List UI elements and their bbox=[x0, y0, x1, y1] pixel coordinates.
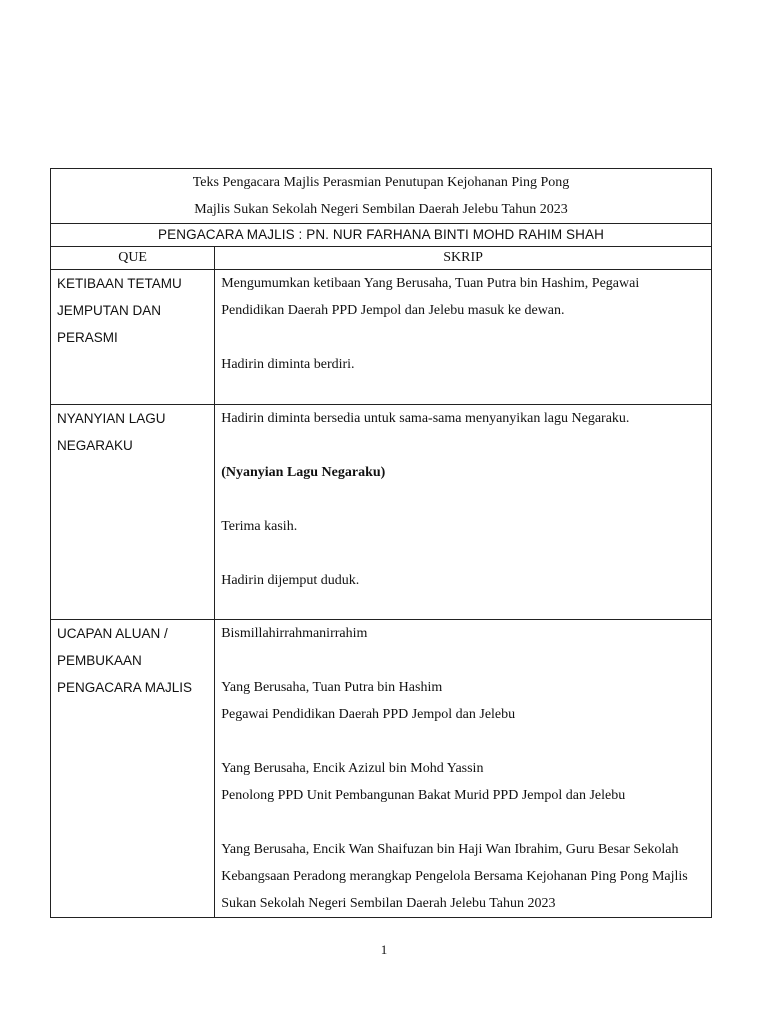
table-row bbox=[51, 405, 712, 620]
skrip-paragraph: Mengumumkan ketibaan Yang Berusaha, Tuan Putra bin Hashim, Pegawai Pendidikan Daerah PPD Jempol dan Jelebu masuk ke dewan. bbox=[221, 276, 640, 318]
document-title-line-2: Majlis Sukan Sekolah Negeri Sembilan Daerah Jelebu Tahun 2023 bbox=[194, 202, 568, 217]
skrip-paragraph: Hadirin diminta bersedia untuk sama-sama menyanyikan lagu Negaraku. bbox=[221, 411, 630, 426]
script-table bbox=[50, 168, 712, 918]
skrip-paragraph: Bismillahirrahmanirrahim bbox=[221, 626, 368, 641]
que-line: UCAPAN ALUAN / bbox=[57, 626, 168, 641]
skrip-paragraph: Yang Berusaha, Encik Azizul bin Mohd Yassin bbox=[221, 761, 484, 776]
title-row bbox=[51, 169, 712, 224]
que-line: PERASMI bbox=[57, 330, 118, 345]
que-cell bbox=[51, 405, 215, 620]
skrip-paragraph: Yang Berusaha, Encik Wan Shaifuzan bin Haji Wan Ibrahim, Guru Besar Sekolah Kebangsaan Peradong merangkap Pengelola Bersama Kejohanan Ping Pong Majlis Sukan Sekolah Negeri Sembilan Daerah Jelebu Tahun 2023 bbox=[221, 842, 688, 911]
que-line: JEMPUTAN DAN bbox=[57, 303, 162, 318]
que-cell bbox=[51, 270, 215, 405]
que-line: NYANYIAN LAGU bbox=[57, 411, 166, 426]
que-line: NEGARAKU bbox=[57, 438, 133, 453]
skrip-paragraph: Penolong PPD Unit Pembangunan Bakat Murid PPD Jempol dan Jelebu bbox=[221, 788, 626, 803]
skrip-paragraph: Terima kasih. bbox=[221, 519, 298, 534]
presenter-label: PENGACARA MAJLIS : PN. NUR FARHANA BINTI MOHD RAHIM SHAH bbox=[51, 224, 712, 247]
table-row bbox=[51, 620, 712, 918]
skrip-cell bbox=[215, 405, 712, 620]
presenter-row bbox=[51, 224, 712, 247]
que-line: KETIBAAN TETAMU bbox=[57, 276, 182, 291]
que-line: PEMBUKAAN bbox=[57, 653, 142, 668]
document-title-line-1: Teks Pengacara Majlis Perasmian Penutupan Kejohanan Ping Pong bbox=[192, 175, 570, 190]
column-header-que: QUE bbox=[51, 247, 215, 270]
column-header-skrip: SKRIP bbox=[215, 247, 712, 270]
skrip-paragraph-bold: (Nyanyian Lagu Negaraku) bbox=[221, 465, 386, 480]
skrip-cell bbox=[215, 620, 712, 918]
skrip-paragraph: Hadirin dijemput duduk. bbox=[221, 573, 360, 588]
table-row bbox=[51, 270, 712, 405]
que-line: PENGACARA MAJLIS bbox=[57, 680, 193, 695]
skrip-cell bbox=[215, 270, 712, 405]
header-row bbox=[51, 247, 712, 270]
skrip-paragraph: Pegawai Pendidikan Daerah PPD Jempol dan Jelebu bbox=[221, 707, 516, 722]
skrip-paragraph: Yang Berusaha, Tuan Putra bin Hashim bbox=[221, 680, 443, 695]
skrip-paragraph: Hadirin diminta berdiri. bbox=[221, 357, 355, 372]
page-number: 1 bbox=[380, 942, 388, 957]
que-cell bbox=[51, 620, 215, 918]
title-cell bbox=[51, 169, 712, 224]
